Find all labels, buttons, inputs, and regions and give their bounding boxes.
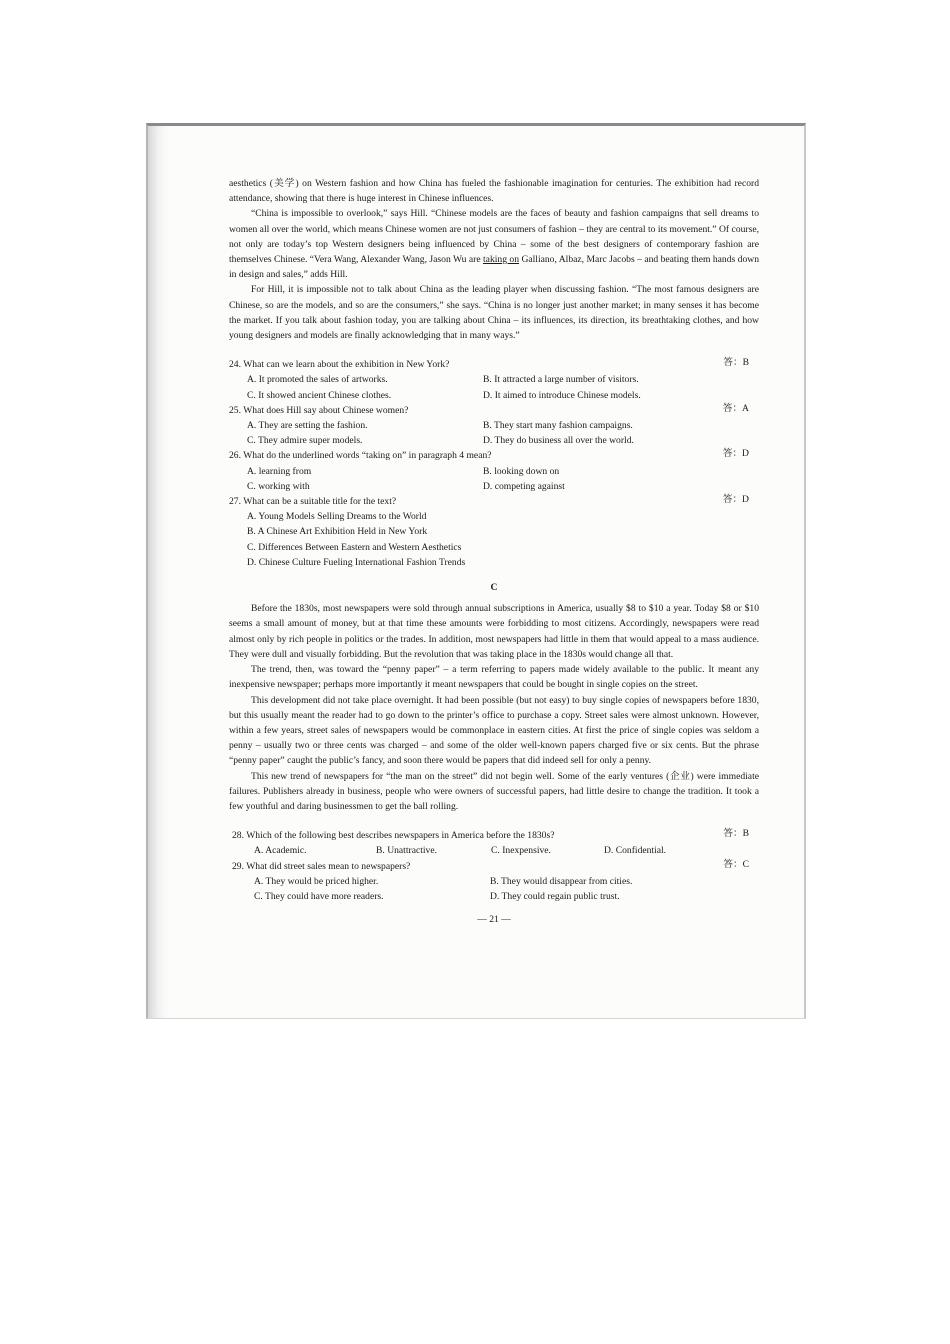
question-27 — [229, 494, 759, 570]
answer-key: 答：A — [722, 402, 749, 414]
option: B. They start many fashion campaigns. — [483, 420, 633, 432]
option: B. It attracted a large number of visitors. — [483, 374, 639, 386]
question-stem: 25. What does Hill say about Chinese women? — [229, 404, 409, 416]
option: D. They do business all over the world. — [483, 435, 634, 447]
option: D. It aimed to introduce Chinese models. — [483, 389, 641, 401]
option: D. Chinese Culture Fueling International Fashion Trends — [247, 556, 466, 568]
passage-paragraph: The trend, then, was toward the “penny paper” – a term referring to papers made widely available to the public. It meant any inexpensive newspaper; perhaps more importantly it meant newspapers that could be bought in single copies on the street. — [229, 664, 759, 691]
passage-paragraph: aesthetics (美学) on Western fashion and how China has fueled the fashionable imagination for centuries. The exhibition had record attendance, showing that there is huge interest in Chinese influences. — [229, 178, 759, 205]
paragraph-text: “China is impossible to overlook,” says Hill. “Chinese models are the faces of beauty and fashion campaigns that sell dreams to women all over the world, which means Chinese women are not just consumers of fashion – they are central to its movement.” Of course, not only are today’s top Western designers being influenced by China – some of the best designers of contemporary fashion are themselves Chinese. “Vera Wang, Alexander Wang, Jason Wu are — [229, 208, 759, 266]
option: C. Inexpensive. — [491, 845, 551, 857]
answer-key: 答：D — [722, 494, 749, 506]
passage-paragraph: This development did not take place overnight. It had been possible (but not easy) to buy single copies of newspapers before 1830, but this usually meant the reader had to go down to the printer’s office to purchase a copy. Street sales were almost unknown. However, within a few years, street sales of newspapers would be commonplace in eastern cities. At first the price of single copies was seldom a penny – usually two or three cents was charged – and some of the older well-known papers charged five or six cents. But the phrase “penny paper” caught the public’s fancy, and soon there would be papers that did indeed sell for only a penny. — [229, 694, 759, 767]
paragraph-text: Galliano, Albaz, Marc Jacobs – and beating them hands down in design and sales,” adds Hill. — [229, 254, 759, 281]
page-number: — 21 — — [477, 914, 511, 926]
passage-paragraph: For Hill, it is impossible not to talk about China as the leading player when discussing fashion. “The most famous designers are Chinese, so are the models, and so are the consumers,” she says. “China is no longer just another market; in many senses it has become the market. If you talk about fashion today, you are talking about China – its influences, its direction, its breathtaking clothes, and how young designers and models are finally acknowledging that in many ways.” — [229, 284, 759, 342]
option: A. Academic. — [254, 845, 307, 857]
passage-paragraph: This new trend of newspapers for “the man on the street” did not begin well. Some of the early ventures (企业) were immediate failures. Publishers already in business, people who were owners of successful papers, had little desire to change the tradition. It took a few youthful and daring businessmen to get the ball rolling. — [229, 770, 759, 812]
answer-key: 答：D — [722, 448, 749, 460]
option: D. competing against — [483, 480, 565, 492]
option: A. They are setting the fashion. — [247, 420, 368, 432]
option: A. Young Models Selling Dreams to the World — [247, 511, 427, 523]
answer-key: 答：B — [723, 828, 749, 840]
option: C. They could have more readers. — [254, 890, 384, 902]
question-24 — [229, 357, 759, 403]
option: A. learning from — [247, 465, 312, 477]
question-29 — [232, 859, 759, 905]
question-stem: 26. What do the underlined words “taking on” in paragraph 4 mean? — [229, 450, 492, 462]
option: C. working with — [247, 480, 310, 492]
question-28 — [232, 828, 759, 858]
option: C. They admire super models. — [247, 435, 363, 447]
option: A. It promoted the sales of artworks. — [247, 374, 388, 386]
option: B. They would disappear from cities. — [490, 875, 633, 887]
answer-key: 答：C — [723, 858, 749, 870]
question-stem: 24. What can we learn about the exhibition in New York? — [229, 359, 450, 371]
option: C. Differences Between Eastern and Western Aesthetics — [247, 541, 462, 553]
option: D. They could regain public trust. — [490, 890, 620, 902]
option: A. They would be priced higher. — [254, 875, 379, 887]
answer-key: 答：B — [723, 357, 749, 369]
question-stem: 28. Which of the following best describes newspapers in America before the 1830s? — [232, 830, 555, 842]
document-page — [229, 176, 759, 927]
option: B. Unattractive. — [376, 845, 438, 857]
option: C. It showed ancient Chinese clothes. — [247, 389, 392, 401]
option: B. A Chinese Art Exhibition Held in New York — [247, 526, 428, 538]
question-stem: 29. What did street sales mean to newspapers? — [232, 860, 411, 872]
option: B. looking down on — [483, 465, 560, 477]
section-heading: C — [490, 582, 498, 594]
question-stem: 27. What can be a suitable title for the text? — [229, 496, 397, 508]
question-25 — [229, 403, 759, 449]
passage-paragraph — [229, 206, 759, 282]
underlined-phrase: taking on — [483, 254, 520, 266]
question-26 — [229, 448, 759, 494]
passage-paragraph: Before the 1830s, most newspapers were sold through annual subscriptions in America, usually $8 to $10 a year. Today $8 or $10 seems a small amount of money, but at that time these amounts were forbidding to most citizens. Accordingly, newspapers were read almost only by rich people in politics or the trades. In addition, most newspapers had little in them that would appeal to a mass audience. They were dull and visually forbidding. But the revolution that was taking place in the 1830s would change all that. — [229, 603, 759, 660]
option: D. Confidential. — [604, 845, 667, 857]
